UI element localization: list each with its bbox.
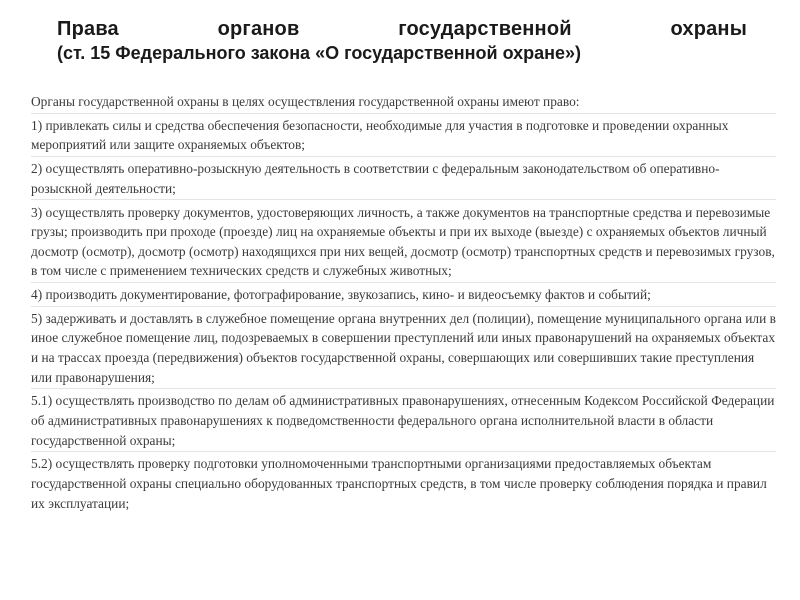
title-line-1: Права органов государственной охраны	[57, 18, 747, 40]
title-line-2: (ст. 15 Федерального закона «О государственной охране»)	[57, 43, 582, 63]
paragraph-item-5: 5) задерживать и доставлять в служебное помещение органа внутренних дел (полиции), помещение муниципального органа или в иное служебное помещение лиц, подозреваемых в совершении преступлений или иных правонарушений на охраняемых объектах и на трассах проезда (передвижения) объектов государственной охраны, совершающих или совершивших такие преступления или правонарушения;	[31, 309, 776, 389]
paragraph-item-5-1: 5.1) осуществлять производство по делам об административных правонарушениях, отнесенным Кодексом Российской Федерации об административных правонарушениях к подведомственности федерального органа исполнительной власти в области государственной охраны;	[31, 391, 776, 452]
paragraph-item-4: 4) производить документирование, фотографирование, звукозапись, кино- и видеосъемку фактов и событий;	[31, 285, 776, 307]
paragraph-intro: Органы государственной охраны в целях осуществления государственной охраны имеют право:	[31, 92, 776, 114]
paragraph-item-5-2: 5.2) осуществлять проверку подготовки уполномоченными транспортными организациями предоставляемых объектам государственной охраны специально оборудованных транспортных средств, в том числе проверку соблюдения порядка и правил их эксплуатации;	[31, 456, 767, 511]
page-title	[57, 17, 747, 65]
paragraph-item-1: 1) привлекать силы и средства обеспечения безопасности, необходимые для участия в подготовке и проведении охранных мероприятий или защите охраняемых объектов;	[31, 116, 776, 157]
paragraph-item-3: 3) осуществлять проверку документов, удостоверяющих личность, а также документов на транспортные средства и перевозимые грузы; производить при проходе (проезде) лиц на охраняемые объекты и при их выходе (выезде) с охраняемых объектов личный досмотр (осмотр), досмотр (осмотр) находящихся при них вещей, досмотр (осмотр) транспортных средств и перевозимых грузов, в том числе с применением технических средств и служебных животных;	[31, 203, 776, 283]
article-text	[31, 92, 776, 516]
paragraph-item-2: 2) осуществлять оперативно-розыскную деятельность в соответствии с федеральным законодательством об оперативно-розыскной деятельности;	[31, 159, 776, 200]
